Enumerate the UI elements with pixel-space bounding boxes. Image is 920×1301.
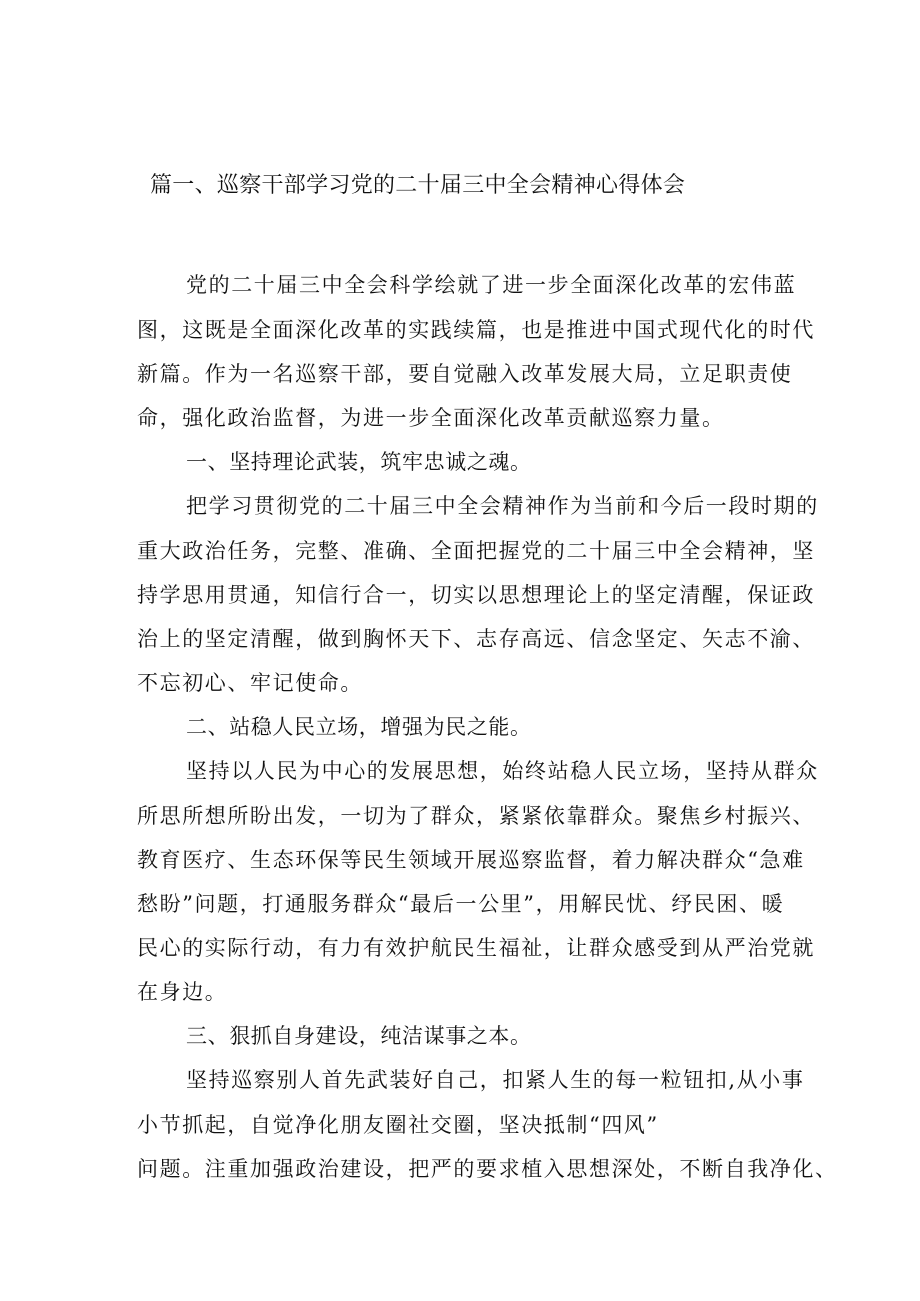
section-1-line-5: 不忘初心、牢记使命。 — [137, 671, 363, 695]
intro-line-2: 图，这既是全面深化改革的实践续篇，也是推进中国式现代化的时代 — [137, 318, 815, 342]
section-2-heading: 二、站稳人民立场，增强为民之能。 — [186, 715, 532, 739]
section-2-line-2: 所思所想所盼出发，一切为了群众，紧紧依靠群众。聚焦乡村振兴、 — [137, 804, 815, 828]
section-2-line-1: 坚持以人民为中心的发展思想，始终站稳人民立场，坚持从群众 — [186, 759, 819, 783]
section-3-line-1: 坚持巡察别人首先武装好自己，扣紧人生的每一粒钮扣,从小事 — [186, 1068, 805, 1092]
section-1-line-2: 重大政治任务，完整、准确、全面把握党的二十届三中全会精神，坚 — [137, 539, 815, 563]
section-2-line-3: 教育医疗、生态环保等民生领域开展巡察监督，着力解决群众“急难 — [137, 848, 805, 872]
intro-line-4: 命，强化政治监督，为进一步全面深化改革贡献巡察力量。 — [137, 406, 725, 430]
intro-line-3: 新篇。作为一名巡察干部，要自觉融入改革发展大局，立足职责使 — [137, 362, 793, 386]
section-2-line-6: 在身边。 — [137, 980, 228, 1004]
document-title: 篇一、巡察干部学习党的二十届三中全会精神心得体会 — [150, 173, 686, 198]
section-1-heading: 一、坚持理论武装，筑牢忠诚之魂。 — [186, 450, 532, 474]
section-1-line-1: 把学习贯彻党的二十届三中全会精神作为当前和今后一段时期的 — [186, 494, 819, 518]
section-2-line-5: 民心的实际行动，有力有效护航民生福祉，让群众感受到从严治党就 — [137, 936, 815, 960]
section-3-heading: 三、狠抓自身建设，纯洁谋事之本。 — [186, 1024, 532, 1048]
intro-line-1: 党的二十届三中全会科学绘就了进一步全面深化改革的宏伟蓝 — [186, 273, 797, 297]
section-1-line-4: 治上的坚定清醒，做到胸怀天下、志存高远、信念坚定、矢志不渝、 — [137, 627, 815, 651]
section-3-line-3: 问题。注重加强政治建设，把严的要求植入思想深处，不断自我净化、 — [137, 1157, 838, 1181]
section-2-line-4: 愁盼”问题，打通服务群众“最后一公里”，用解民忧、纾民困、暖 — [137, 892, 785, 916]
section-1-line-3: 持学思用贯通，知信行合一，切实以思想理论上的坚定清醒，保证政 — [137, 583, 815, 607]
section-3-line-2: 小节抓起，自觉净化朋友圈社交圈，坚决抵制“四风” — [137, 1113, 659, 1137]
